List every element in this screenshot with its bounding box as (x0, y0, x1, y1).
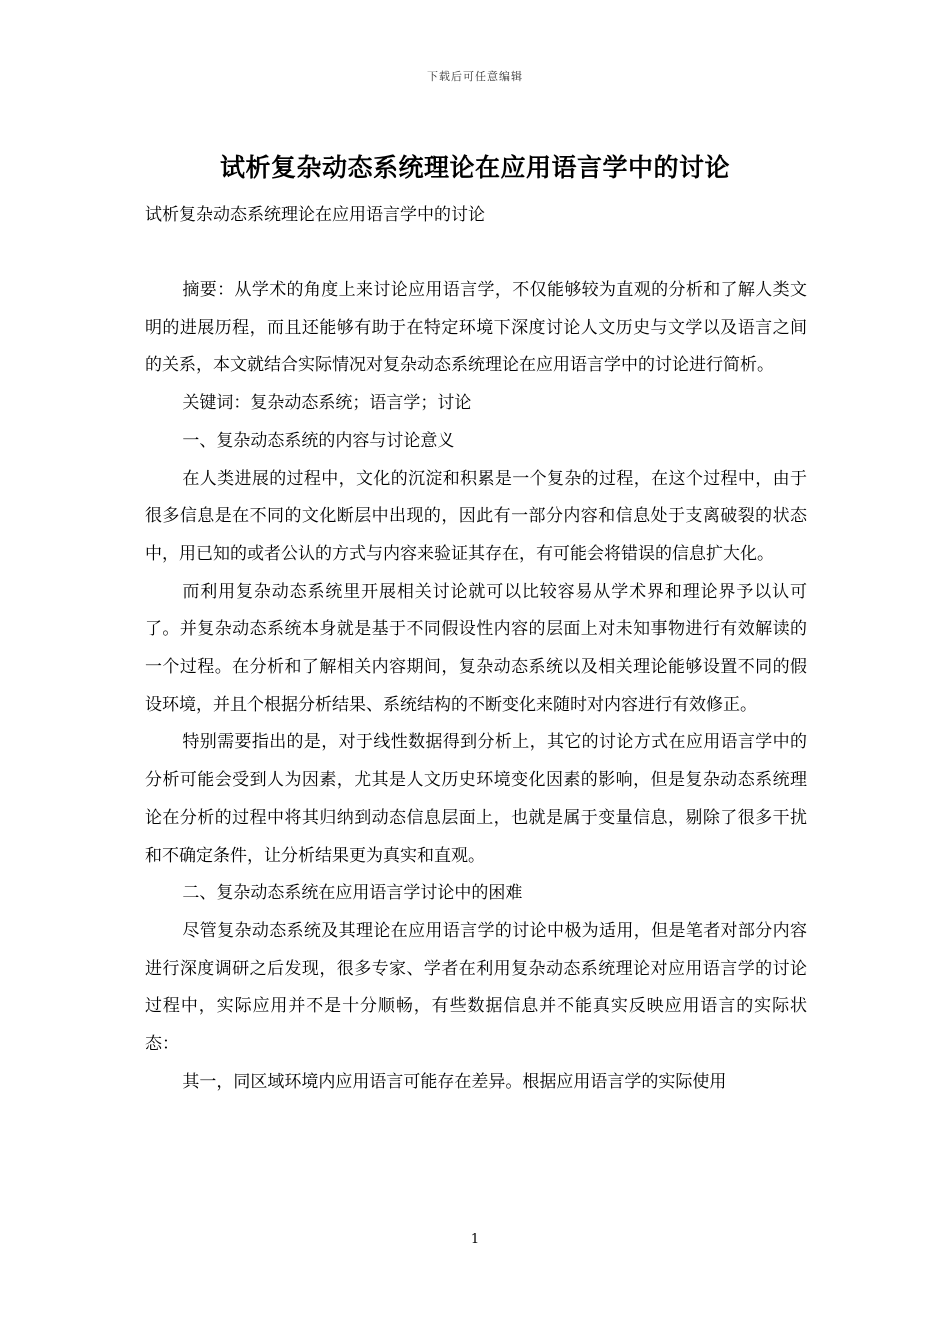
header-note: 下载后可任意编辑 (427, 70, 523, 83)
document-title: 试析复杂动态系统理论在应用语言学中的讨论 (219, 153, 730, 182)
body-paragraph: 其一，同区域环境内应用语言可能存在差异。根据应用语言学的实际使用 (182, 1071, 727, 1092)
body-paragraph: 尽管复杂动态系统及其理论在应用语言学的讨论中极为适用，但是笔者对部分内容进行深度调研之后发现，很多专家、学者在利用复杂动态系统理论对应用语言学的讨论过程中，实际应用并不是十分顺畅，有些数据信息并不能真实反映应用语言的实际状态： (145, 920, 807, 1055)
document-subtitle: 试析复杂动态系统理论在应用语言学中的讨论 (145, 205, 485, 225)
body-paragraph: 在人类进展的过程中，文化的沉淀和积累是一个复杂的过程，在这个过程中，由于很多信息是在不同的文化断层中出现的，因此有一部分内容和信息处于支离破裂的状态中，用已知的或者公认的方式与内容来验证其存在，有可能会将错误的信息扩大化。 (145, 468, 807, 564)
keywords-paragraph: 关键词：复杂动态系统；语言学；讨论 (182, 393, 472, 414)
abstract-paragraph: 摘要：从学术的角度上来讨论应用语言学，不仅能够较为直观的分析和了解人类文明的进展历程，而且还能够有助于在特定环境下深度讨论人文历史与文学以及语言之间的关系，本文就结合实际情况对复杂动态系统理论在应用语言学中的讨论进行简析。 (145, 280, 807, 376)
body-paragraph: 而利用复杂动态系统里开展相关讨论就可以比较容易从学术界和理论界予以认可了。并复杂动态系统本身就是基于不同假设性内容的层面上对未知事物进行有效解读的一个过程。在分析和了解相关内容期间，复杂动态系统以及相关理论能够设置不同的假设环境，并且个根据分析结果、系统结构的不断变化来随时对内容进行有效修正。 (145, 581, 807, 715)
section-heading-2: 二、复杂动态系统在应用语言学讨论中的困难 (182, 883, 523, 904)
body-paragraph: 特别需要指出的是，对于线性数据得到分析上，其它的讨论方式在应用语言学中的分析可能会受到人为因素，尤其是人文历史环境变化因素的影响，但是复杂动态系统理论在分析的过程中将其归纳到动态信息层面上，也就是属于变量信息，剔除了很多干扰和不确定条件，让分析结果更为真实和直观。 (145, 732, 807, 866)
document-body (145, 272, 807, 1101)
page-number: 1 (470, 1232, 480, 1247)
section-heading-1: 一、复杂动态系统的内容与讨论意义 (182, 430, 455, 451)
